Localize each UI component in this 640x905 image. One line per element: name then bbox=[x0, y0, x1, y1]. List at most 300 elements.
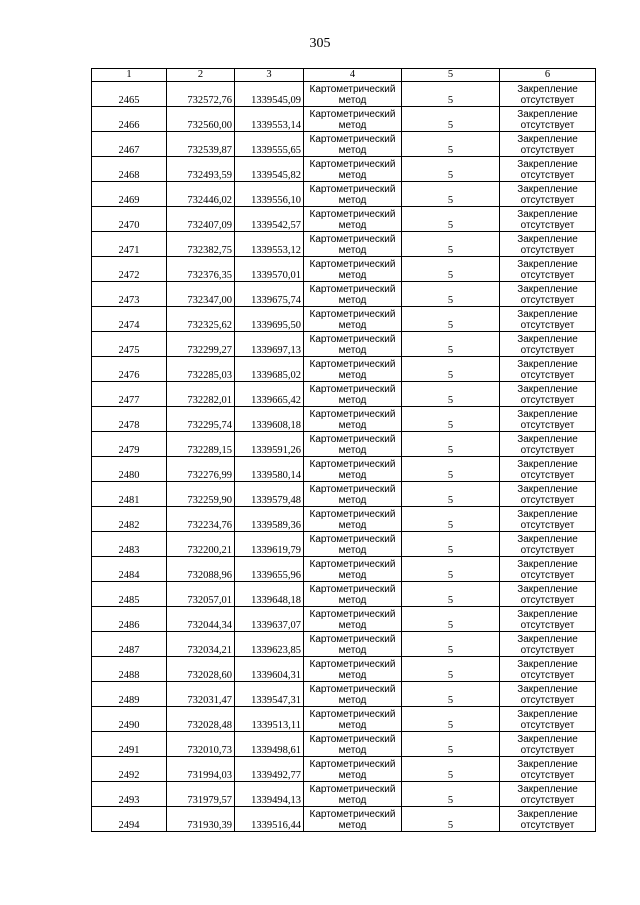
method-cell-line: Картометрический bbox=[309, 684, 396, 695]
method-cell bbox=[304, 457, 402, 482]
fixation-cell-line: отсутствует bbox=[520, 495, 575, 506]
table-row bbox=[92, 382, 596, 407]
point-number-cell: 2467 bbox=[92, 132, 167, 157]
x-coordinate-cell: 732539,87 bbox=[167, 132, 235, 157]
method-cell-line: метод bbox=[338, 470, 367, 481]
table-row bbox=[92, 757, 596, 782]
header-col-4: 4 bbox=[304, 69, 402, 82]
header-col-3: 3 bbox=[235, 69, 304, 82]
header-col-5: 5 bbox=[402, 69, 500, 82]
x-coordinate-cell: 732295,74 bbox=[167, 407, 235, 432]
fixation-cell-line: Закрепление bbox=[517, 84, 578, 95]
y-coordinate-cell: 1339591,26 bbox=[235, 432, 304, 457]
y-coordinate-cell: 1339570,01 bbox=[235, 257, 304, 282]
x-coordinate-cell: 731979,57 bbox=[167, 782, 235, 807]
point-number-cell: 2481 bbox=[92, 482, 167, 507]
point-number-cell: 2471 bbox=[92, 232, 167, 257]
accuracy-cell: 5 bbox=[402, 657, 500, 682]
fixation-cell bbox=[500, 757, 596, 782]
fixation-cell bbox=[500, 107, 596, 132]
fixation-cell-line: отсутствует bbox=[520, 445, 575, 456]
method-cell-line: метод bbox=[338, 695, 367, 706]
method-cell-line: Картометрический bbox=[309, 634, 396, 645]
y-coordinate-cell: 1339579,48 bbox=[235, 482, 304, 507]
method-cell bbox=[304, 307, 402, 332]
x-coordinate-cell: 732376,35 bbox=[167, 257, 235, 282]
accuracy-cell: 5 bbox=[402, 732, 500, 757]
x-coordinate-cell: 732347,00 bbox=[167, 282, 235, 307]
y-coordinate-cell: 1339589,36 bbox=[235, 507, 304, 532]
fixation-cell-line: Закрепление bbox=[517, 684, 578, 695]
x-coordinate-cell: 732028,48 bbox=[167, 707, 235, 732]
accuracy-cell: 5 bbox=[402, 782, 500, 807]
point-number-cell: 2483 bbox=[92, 532, 167, 557]
header-col-6: 6 bbox=[500, 69, 596, 82]
y-coordinate-cell: 1339542,57 bbox=[235, 207, 304, 232]
table-row bbox=[92, 432, 596, 457]
method-cell-line: метод bbox=[338, 770, 367, 781]
y-coordinate-cell: 1339498,61 bbox=[235, 732, 304, 757]
accuracy-cell: 5 bbox=[402, 307, 500, 332]
fixation-cell bbox=[500, 282, 596, 307]
y-coordinate-cell: 1339665,42 bbox=[235, 382, 304, 407]
table-row bbox=[92, 632, 596, 657]
fixation-cell bbox=[500, 482, 596, 507]
method-cell bbox=[304, 657, 402, 682]
method-cell-line: Картометрический bbox=[309, 284, 396, 295]
method-cell bbox=[304, 132, 402, 157]
method-cell-line: метод bbox=[338, 745, 367, 756]
accuracy-cell: 5 bbox=[402, 407, 500, 432]
table-row bbox=[92, 232, 596, 257]
x-coordinate-cell: 732572,76 bbox=[167, 82, 235, 107]
point-number-cell: 2482 bbox=[92, 507, 167, 532]
fixation-cell-line: отсутствует bbox=[520, 645, 575, 656]
x-coordinate-cell: 732200,21 bbox=[167, 532, 235, 557]
fixation-cell-line: отсутствует bbox=[520, 345, 575, 356]
y-coordinate-cell: 1339619,79 bbox=[235, 532, 304, 557]
method-cell bbox=[304, 207, 402, 232]
method-cell-line: Картометрический bbox=[309, 334, 396, 345]
fixation-cell-line: Закрепление bbox=[517, 184, 578, 195]
fixation-cell-line: Закрепление bbox=[517, 359, 578, 370]
accuracy-cell: 5 bbox=[402, 807, 500, 832]
point-number-cell: 2490 bbox=[92, 707, 167, 732]
table-row bbox=[92, 82, 596, 107]
method-cell bbox=[304, 757, 402, 782]
method-cell-line: метод bbox=[338, 420, 367, 431]
fixation-cell-line: Закрепление bbox=[517, 334, 578, 345]
accuracy-cell: 5 bbox=[402, 107, 500, 132]
point-number-cell: 2487 bbox=[92, 632, 167, 657]
accuracy-cell: 5 bbox=[402, 582, 500, 607]
fixation-cell-line: отсутствует bbox=[520, 245, 575, 256]
accuracy-cell: 5 bbox=[402, 332, 500, 357]
table-row bbox=[92, 307, 596, 332]
point-number-cell: 2491 bbox=[92, 732, 167, 757]
fixation-cell bbox=[500, 182, 596, 207]
y-coordinate-cell: 1339695,50 bbox=[235, 307, 304, 332]
fixation-cell bbox=[500, 232, 596, 257]
table-body bbox=[92, 82, 596, 832]
fixation-cell-line: отсутствует bbox=[520, 370, 575, 381]
x-coordinate-cell: 732560,00 bbox=[167, 107, 235, 132]
table-row bbox=[92, 782, 596, 807]
fixation-cell bbox=[500, 82, 596, 107]
fixation-cell-line: Закрепление bbox=[517, 259, 578, 270]
accuracy-cell: 5 bbox=[402, 682, 500, 707]
table-row bbox=[92, 257, 596, 282]
y-coordinate-cell: 1339545,09 bbox=[235, 82, 304, 107]
method-cell-line: Картометрический bbox=[309, 459, 396, 470]
method-cell-line: метод bbox=[338, 270, 367, 281]
method-cell-line: Картометрический bbox=[309, 209, 396, 220]
fixation-cell bbox=[500, 382, 596, 407]
fixation-cell-line: Закрепление bbox=[517, 284, 578, 295]
fixation-cell-line: Закрепление bbox=[517, 709, 578, 720]
accuracy-cell: 5 bbox=[402, 132, 500, 157]
method-cell-line: Картометрический bbox=[309, 409, 396, 420]
fixation-cell-line: отсутствует bbox=[520, 420, 575, 431]
point-number-cell: 2476 bbox=[92, 357, 167, 382]
fixation-cell bbox=[500, 657, 596, 682]
y-coordinate-cell: 1339545,82 bbox=[235, 157, 304, 182]
method-cell-line: Картометрический bbox=[309, 259, 396, 270]
method-cell bbox=[304, 707, 402, 732]
y-coordinate-cell: 1339553,14 bbox=[235, 107, 304, 132]
table-row bbox=[92, 807, 596, 832]
table-row bbox=[92, 507, 596, 532]
fixation-cell-line: Закрепление bbox=[517, 459, 578, 470]
method-cell-line: метод bbox=[338, 795, 367, 806]
fixation-cell-line: Закрепление bbox=[517, 609, 578, 620]
y-coordinate-cell: 1339553,12 bbox=[235, 232, 304, 257]
point-number-cell: 2473 bbox=[92, 282, 167, 307]
x-coordinate-cell: 732088,96 bbox=[167, 557, 235, 582]
method-cell-line: метод bbox=[338, 195, 367, 206]
method-cell bbox=[304, 82, 402, 107]
fixation-cell-line: отсутствует bbox=[520, 520, 575, 531]
y-coordinate-cell: 1339675,74 bbox=[235, 282, 304, 307]
method-cell-line: Картометрический bbox=[309, 734, 396, 745]
y-coordinate-cell: 1339637,07 bbox=[235, 607, 304, 632]
fixation-cell-line: Закрепление bbox=[517, 784, 578, 795]
fixation-cell bbox=[500, 732, 596, 757]
fixation-cell-line: отсутствует bbox=[520, 195, 575, 206]
method-cell-line: метод bbox=[338, 295, 367, 306]
fixation-cell bbox=[500, 432, 596, 457]
x-coordinate-cell: 732031,47 bbox=[167, 682, 235, 707]
fixation-cell bbox=[500, 532, 596, 557]
method-cell-line: метод bbox=[338, 545, 367, 556]
accuracy-cell: 5 bbox=[402, 382, 500, 407]
method-cell-line: метод bbox=[338, 370, 367, 381]
point-number-cell: 2478 bbox=[92, 407, 167, 432]
method-cell bbox=[304, 682, 402, 707]
method-cell-line: Картометрический bbox=[309, 534, 396, 545]
method-cell-line: метод bbox=[338, 620, 367, 631]
point-number-cell: 2468 bbox=[92, 157, 167, 182]
method-cell bbox=[304, 182, 402, 207]
point-number-cell: 2486 bbox=[92, 607, 167, 632]
fixation-cell-line: отсутствует bbox=[520, 720, 575, 731]
table-row bbox=[92, 482, 596, 507]
point-number-cell: 2480 bbox=[92, 457, 167, 482]
x-coordinate-cell: 732044,34 bbox=[167, 607, 235, 632]
method-cell-line: Картометрический bbox=[309, 709, 396, 720]
table-row bbox=[92, 182, 596, 207]
x-coordinate-cell: 732057,01 bbox=[167, 582, 235, 607]
fixation-cell-line: отсутствует bbox=[520, 545, 575, 556]
y-coordinate-cell: 1339494,13 bbox=[235, 782, 304, 807]
fixation-cell bbox=[500, 457, 596, 482]
fixation-cell-line: Закрепление bbox=[517, 234, 578, 245]
x-coordinate-cell: 732407,09 bbox=[167, 207, 235, 232]
point-number-cell: 2475 bbox=[92, 332, 167, 357]
fixation-cell bbox=[500, 682, 596, 707]
fixation-cell-line: Закрепление bbox=[517, 484, 578, 495]
fixation-cell-line: Закрепление bbox=[517, 159, 578, 170]
point-number-cell: 2493 bbox=[92, 782, 167, 807]
x-coordinate-cell: 732493,59 bbox=[167, 157, 235, 182]
x-coordinate-cell: 732289,15 bbox=[167, 432, 235, 457]
y-coordinate-cell: 1339580,14 bbox=[235, 457, 304, 482]
method-cell bbox=[304, 782, 402, 807]
fixation-cell-line: Закрепление bbox=[517, 409, 578, 420]
method-cell-line: метод bbox=[338, 320, 367, 331]
point-number-cell: 2488 bbox=[92, 657, 167, 682]
method-cell-line: Картометрический bbox=[309, 359, 396, 370]
fixation-cell-line: Закрепление bbox=[517, 309, 578, 320]
method-cell bbox=[304, 232, 402, 257]
y-coordinate-cell: 1339547,31 bbox=[235, 682, 304, 707]
fixation-cell-line: отсутствует bbox=[520, 820, 575, 831]
accuracy-cell: 5 bbox=[402, 157, 500, 182]
fixation-cell bbox=[500, 807, 596, 832]
fixation-cell-line: отсутствует bbox=[520, 145, 575, 156]
fixation-cell-line: отсутствует bbox=[520, 745, 575, 756]
fixation-cell-line: отсутствует bbox=[520, 395, 575, 406]
point-number-cell: 2474 bbox=[92, 307, 167, 332]
method-cell-line: Картометрический bbox=[309, 84, 396, 95]
y-coordinate-cell: 1339555,65 bbox=[235, 132, 304, 157]
fixation-cell bbox=[500, 357, 596, 382]
x-coordinate-cell: 732028,60 bbox=[167, 657, 235, 682]
method-cell-line: метод bbox=[338, 120, 367, 131]
fixation-cell-line: отсутствует bbox=[520, 220, 575, 231]
fixation-cell-line: Закрепление bbox=[517, 509, 578, 520]
accuracy-cell: 5 bbox=[402, 482, 500, 507]
accuracy-cell: 5 bbox=[402, 232, 500, 257]
method-cell bbox=[304, 807, 402, 832]
x-coordinate-cell: 732382,75 bbox=[167, 232, 235, 257]
fixation-cell bbox=[500, 307, 596, 332]
fixation-cell-line: Закрепление bbox=[517, 809, 578, 820]
method-cell-line: Картометрический bbox=[309, 434, 396, 445]
method-cell-line: метод bbox=[338, 645, 367, 656]
table-row bbox=[92, 607, 596, 632]
x-coordinate-cell: 732276,99 bbox=[167, 457, 235, 482]
accuracy-cell: 5 bbox=[402, 82, 500, 107]
accuracy-cell: 5 bbox=[402, 457, 500, 482]
header-row bbox=[92, 69, 596, 82]
method-cell bbox=[304, 382, 402, 407]
method-cell bbox=[304, 582, 402, 607]
y-coordinate-cell: 1339608,18 bbox=[235, 407, 304, 432]
method-cell-line: метод bbox=[338, 820, 367, 831]
table-row bbox=[92, 682, 596, 707]
method-cell-line: Картометрический bbox=[309, 234, 396, 245]
x-coordinate-cell: 732034,21 bbox=[167, 632, 235, 657]
table-row bbox=[92, 657, 596, 682]
accuracy-cell: 5 bbox=[402, 532, 500, 557]
point-number-cell: 2465 bbox=[92, 82, 167, 107]
method-cell-line: Картометрический bbox=[309, 184, 396, 195]
fixation-cell bbox=[500, 132, 596, 157]
method-cell bbox=[304, 107, 402, 132]
table-row bbox=[92, 557, 596, 582]
table-row bbox=[92, 707, 596, 732]
method-cell-line: метод bbox=[338, 170, 367, 181]
table-row bbox=[92, 207, 596, 232]
method-cell bbox=[304, 332, 402, 357]
table-row bbox=[92, 407, 596, 432]
method-cell-line: метод bbox=[338, 395, 367, 406]
method-cell-line: Картометрический bbox=[309, 559, 396, 570]
accuracy-cell: 5 bbox=[402, 207, 500, 232]
method-cell-line: метод bbox=[338, 145, 367, 156]
x-coordinate-cell: 732282,01 bbox=[167, 382, 235, 407]
fixation-cell bbox=[500, 582, 596, 607]
fixation-cell-line: отсутствует bbox=[520, 570, 575, 581]
table-header bbox=[92, 69, 596, 82]
fixation-cell-line: отсутствует bbox=[520, 595, 575, 606]
table-row bbox=[92, 532, 596, 557]
fixation-cell-line: Закрепление bbox=[517, 534, 578, 545]
y-coordinate-cell: 1339556,10 bbox=[235, 182, 304, 207]
header-col-1: 1 bbox=[92, 69, 167, 82]
point-number-cell: 2489 bbox=[92, 682, 167, 707]
method-cell-line: метод bbox=[338, 445, 367, 456]
method-cell-line: Картометрический bbox=[309, 659, 396, 670]
accuracy-cell: 5 bbox=[402, 182, 500, 207]
table-row bbox=[92, 357, 596, 382]
fixation-cell bbox=[500, 407, 596, 432]
method-cell-line: метод bbox=[338, 570, 367, 581]
method-cell-line: метод bbox=[338, 595, 367, 606]
point-number-cell: 2485 bbox=[92, 582, 167, 607]
fixation-cell-line: отсутствует bbox=[520, 670, 575, 681]
method-cell bbox=[304, 407, 402, 432]
fixation-cell-line: отсутствует bbox=[520, 770, 575, 781]
y-coordinate-cell: 1339655,96 bbox=[235, 557, 304, 582]
point-number-cell: 2472 bbox=[92, 257, 167, 282]
table-row bbox=[92, 282, 596, 307]
fixation-cell bbox=[500, 557, 596, 582]
method-cell bbox=[304, 632, 402, 657]
method-cell-line: Картометрический bbox=[309, 509, 396, 520]
method-cell-line: метод bbox=[338, 720, 367, 731]
fixation-cell-line: Закрепление bbox=[517, 584, 578, 595]
fixation-cell-line: Закрепление bbox=[517, 384, 578, 395]
fixation-cell-line: Закрепление bbox=[517, 559, 578, 570]
accuracy-cell: 5 bbox=[402, 282, 500, 307]
coordinates-table bbox=[91, 68, 596, 832]
accuracy-cell: 5 bbox=[402, 632, 500, 657]
point-number-cell: 2466 bbox=[92, 107, 167, 132]
method-cell-line: метод bbox=[338, 220, 367, 231]
x-coordinate-cell: 731994,03 bbox=[167, 757, 235, 782]
method-cell-line: метод bbox=[338, 95, 367, 106]
y-coordinate-cell: 1339697,13 bbox=[235, 332, 304, 357]
fixation-cell-line: отсутствует bbox=[520, 170, 575, 181]
table-row bbox=[92, 132, 596, 157]
method-cell-line: метод bbox=[338, 345, 367, 356]
table-row bbox=[92, 157, 596, 182]
fixation-cell-line: Закрепление bbox=[517, 634, 578, 645]
fixation-cell bbox=[500, 207, 596, 232]
fixation-cell-line: Закрепление bbox=[517, 209, 578, 220]
fixation-cell-line: Закрепление bbox=[517, 659, 578, 670]
point-number-cell: 2470 bbox=[92, 207, 167, 232]
method-cell-line: Картометрический bbox=[309, 809, 396, 820]
fixation-cell-line: отсутствует bbox=[520, 270, 575, 281]
x-coordinate-cell: 732285,03 bbox=[167, 357, 235, 382]
method-cell bbox=[304, 432, 402, 457]
fixation-cell bbox=[500, 157, 596, 182]
method-cell bbox=[304, 257, 402, 282]
point-number-cell: 2469 bbox=[92, 182, 167, 207]
method-cell-line: Картометрический bbox=[309, 584, 396, 595]
accuracy-cell: 5 bbox=[402, 357, 500, 382]
method-cell bbox=[304, 507, 402, 532]
fixation-cell-line: отсутствует bbox=[520, 695, 575, 706]
page-number: 305 bbox=[309, 36, 331, 51]
point-number-cell: 2494 bbox=[92, 807, 167, 832]
method-cell-line: Картометрический bbox=[309, 134, 396, 145]
fixation-cell-line: отсутствует bbox=[520, 320, 575, 331]
x-coordinate-cell: 732299,27 bbox=[167, 332, 235, 357]
y-coordinate-cell: 1339604,31 bbox=[235, 657, 304, 682]
method-cell bbox=[304, 357, 402, 382]
fixation-cell-line: отсутствует bbox=[520, 795, 575, 806]
header-col-2: 2 bbox=[167, 69, 235, 82]
method-cell bbox=[304, 157, 402, 182]
y-coordinate-cell: 1339623,85 bbox=[235, 632, 304, 657]
x-coordinate-cell: 732234,76 bbox=[167, 507, 235, 532]
accuracy-cell: 5 bbox=[402, 432, 500, 457]
fixation-cell bbox=[500, 507, 596, 532]
method-cell-line: Картометрический bbox=[309, 109, 396, 120]
fixation-cell bbox=[500, 782, 596, 807]
x-coordinate-cell: 732325,62 bbox=[167, 307, 235, 332]
point-number-cell: 2484 bbox=[92, 557, 167, 582]
fixation-cell bbox=[500, 707, 596, 732]
point-number-cell: 2477 bbox=[92, 382, 167, 407]
table-row bbox=[92, 732, 596, 757]
method-cell-line: Картометрический bbox=[309, 609, 396, 620]
fixation-cell-line: Закрепление bbox=[517, 109, 578, 120]
accuracy-cell: 5 bbox=[402, 757, 500, 782]
y-coordinate-cell: 1339516,44 bbox=[235, 807, 304, 832]
method-cell-line: Картометрический bbox=[309, 159, 396, 170]
y-coordinate-cell: 1339492,77 bbox=[235, 757, 304, 782]
point-number-cell: 2479 bbox=[92, 432, 167, 457]
table-row bbox=[92, 582, 596, 607]
accuracy-cell: 5 bbox=[402, 507, 500, 532]
method-cell bbox=[304, 732, 402, 757]
method-cell-line: Картометрический bbox=[309, 309, 396, 320]
